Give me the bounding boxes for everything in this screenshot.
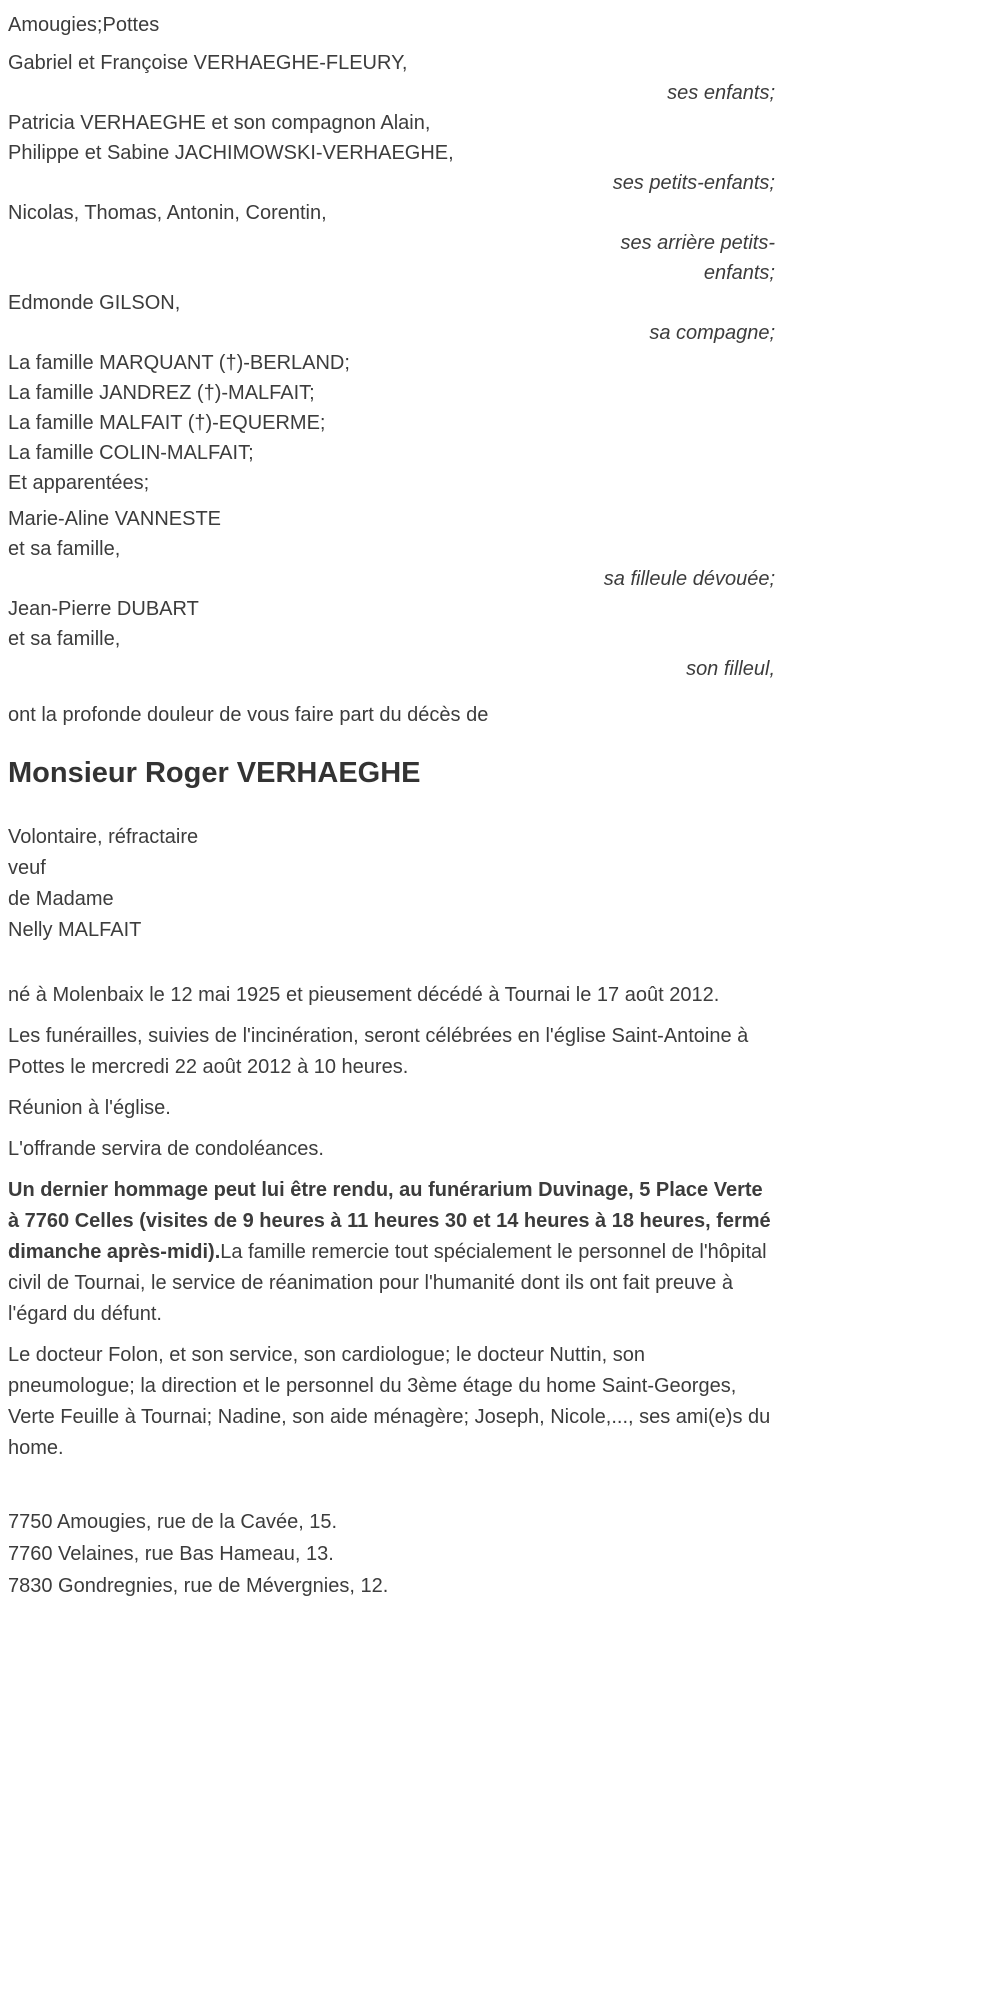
relation-label: sa compagne; xyxy=(649,322,775,344)
relative-line: Gabriel et Françoise VERHAEGHE-FLEURY, xyxy=(8,52,408,74)
relative-line: Jean-Pierre DUBART xyxy=(8,598,199,620)
relation-label: ses enfants; xyxy=(667,82,775,104)
homage-paragraph xyxy=(8,1175,775,1330)
relative-line: Philippe et Sabine JACHIMOWSKI-VERHAEGHE, xyxy=(8,142,454,164)
relation-label: son filleul, xyxy=(686,658,775,680)
deceased-name-heading: Monsieur Roger VERHAEGHE xyxy=(8,757,421,789)
deceased-detail-line: Nelly MALFAIT xyxy=(8,919,142,941)
death-paragraph: né à Molenbaix le 12 mai 1925 et pieusement décédé à Tournai le 17 août 2012. xyxy=(8,984,720,1006)
relative-line: Edmonde GILSON, xyxy=(8,292,181,314)
relation-label: ses petits-enfants; xyxy=(612,172,775,194)
homage-bold-text: Un dernier hommage peut lui être rendu, au funérarium Duvinage, 5 Place Verte à 7760 Celles (visites de 9 heures à 11 heures 30 et 14 heures à 18 heures, fermé dimanche après-midi). xyxy=(8,1179,771,1263)
deceased-detail-line: Volontaire, réfractaire xyxy=(8,826,199,848)
addresses-list xyxy=(8,1506,775,1602)
relative-line: Et apparentées; xyxy=(8,472,150,494)
deceased-detail-line: veuf xyxy=(8,857,46,879)
address-line: 7750 Amougies, rue de la Cavée, 15. xyxy=(8,1511,338,1533)
relative-line: Marie-Aline VANNESTE xyxy=(8,508,222,530)
relatives-list xyxy=(8,48,775,684)
relation-label: ses arrière petits-enfants; xyxy=(620,232,775,284)
deceased-details xyxy=(8,822,775,946)
relative-line: La famille JANDREZ (†)-MALFAIT; xyxy=(8,382,315,404)
location-line: Amougies;Pottes xyxy=(8,14,160,36)
address-line: 7830 Gondregnies, rue de Mévergnies, 12. xyxy=(8,1575,389,1597)
homage-thanks-text: La famille remercie tout spécialement le personnel de l'hôpital civil de Tournai, le service de réanimation pour l'humanité dont ils ont fait preuve à l'égard du défunt. xyxy=(8,1241,767,1325)
address-line: 7760 Velaines, rue Bas Hameau, 13. xyxy=(8,1543,334,1565)
deceased-detail-line: de Madame xyxy=(8,888,114,910)
relative-line: La famille MALFAIT (†)-EQUERME; xyxy=(8,412,326,434)
offering-line: L'offrande servira de condoléances. xyxy=(8,1138,324,1160)
reunion-line: Réunion à l'église. xyxy=(8,1097,171,1119)
relative-line: La famille MARQUANT (†)-BERLAND; xyxy=(8,352,350,374)
relative-line: La famille COLIN-MALFAIT; xyxy=(8,442,254,464)
announcement-intro-line: ont la profonde douleur de vous faire part du décès de xyxy=(8,704,489,726)
relative-line: Patricia VERHAEGHE et son compagnon Alain, xyxy=(8,112,431,134)
relative-line: Nicolas, Thomas, Antonin, Corentin, xyxy=(8,202,327,224)
relation-label: sa filleule dévouée; xyxy=(603,568,775,590)
doctors-thanks-paragraph: Le docteur Folon, et son service, son cardiologue; le docteur Nuttin, son pneumologue; la direction et le personnel du 3ème étage du home Saint-Georges, Verte Feuille à Tournai; Nadine, son aide ménagère; Joseph, Nicole,..., ses ami(e)s du home. xyxy=(8,1344,771,1459)
death-notice-document xyxy=(8,0,775,1602)
funeral-paragraph: Les funérailles, suivies de l'incinération, seront célébrées en l'église Saint-Antoine à Pottes le mercredi 22 août 2012 à 10 heures. xyxy=(8,1025,749,1078)
relative-line: et sa famille, xyxy=(8,538,121,560)
relative-line: et sa famille, xyxy=(8,628,121,650)
